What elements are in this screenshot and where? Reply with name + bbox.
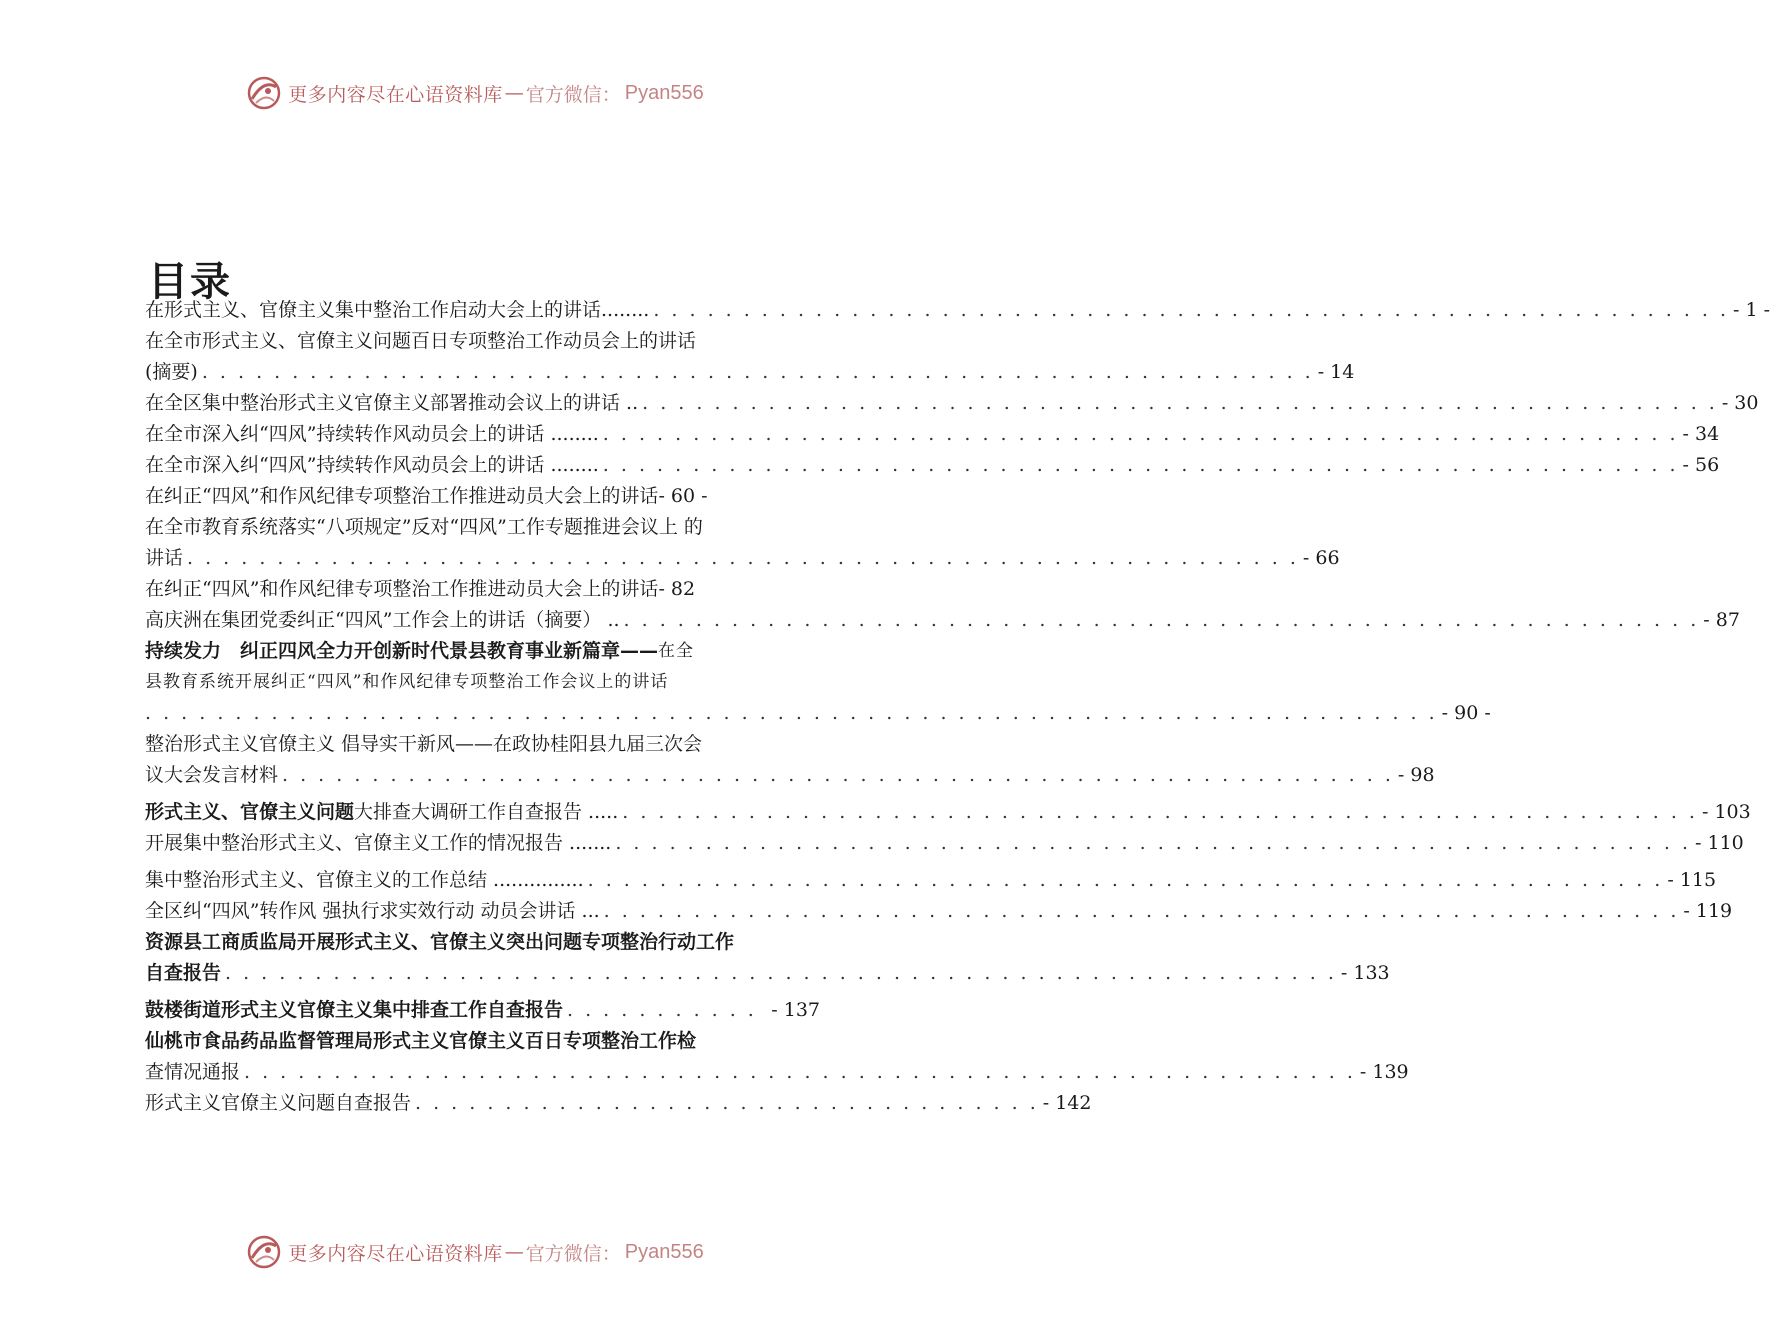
entry-page: - 87 xyxy=(1703,609,1740,631)
entry-page: - 139 xyxy=(1359,1061,1409,1083)
entry-page: - 133 xyxy=(1340,962,1390,984)
entry-page: - 14 xyxy=(1317,361,1355,383)
toc-entry-7[interactable] xyxy=(145,512,1340,574)
logo-icon xyxy=(246,1234,282,1270)
dot-leader: . . . . . . . . . . . xyxy=(567,999,757,1021)
dot-leader: . . . . . . . . . . . . . . . . . . . . . . . . . . . . . . . . . . . . . . . . . . . . . . . . . . . . . . . . . . . . xyxy=(602,423,1679,445)
toc-entry-8[interactable] xyxy=(145,574,820,605)
entry-title-cont: 县教育系统开展纠正“四风”和作风纪律专项整治工作会议上的讲话 xyxy=(145,672,669,692)
watermark-label: 官方微信： xyxy=(525,83,621,106)
toc-entry-17[interactable] xyxy=(145,995,820,1026)
toc-entry-13[interactable] xyxy=(145,828,1744,859)
entry-title-cont: 自查报告 xyxy=(145,962,222,984)
toc-entry-19[interactable] xyxy=(145,1088,1092,1119)
dot-leader: . . . . . . . . . . . . . . . . . . . . . . . . . . . . . . . . . . . . . . . . . . . . . . . . . . . . . . . . . . . . . . xyxy=(244,1061,1356,1083)
entry-title: 开展集中整治形式主义、官僚主义工作的情况报告 ....... xyxy=(145,832,612,854)
entry-title-cont: 查情况通报 xyxy=(145,1061,241,1083)
entry-title-bold: 形式主义、官僚主义问题 xyxy=(145,801,355,823)
entry-title-cont: 议大会发言材料 xyxy=(145,764,279,786)
dot-leader: . . . . . . . . . . . . . . . . . . . . . . . . . . . . . . . . . . . . . . . . . . . . . . . . . . . . . . . . . . . . xyxy=(603,900,1680,922)
entry-page: - 90 - xyxy=(1441,702,1491,724)
dot-leader: . . . . . . . . . . . . . . . . . . . . . . . . . . . . . . . . . . . . . . . . . . . . . . . . . . . . . . . . . . . . . . xyxy=(225,962,1337,984)
entry-page: - 98 xyxy=(1397,764,1435,786)
logo-icon xyxy=(246,75,282,111)
toc-entry-18[interactable] xyxy=(145,1026,1409,1088)
table-of-contents xyxy=(145,295,1770,1119)
dot-leader: . . . . . . . . . . . . . . . . . . . . . . . . . . . . . . . . . . . . . . . . . . . . . . . . . . . . . . . . . . . . . . xyxy=(282,764,1394,786)
entry-page: - 115 xyxy=(1667,869,1717,891)
entry-title: 大排查大调研工作自查报告 ..... xyxy=(354,801,619,823)
toc-entry-4[interactable] xyxy=(145,419,1720,450)
dot-leader: . . . . . . . . . . . . . . . . . . . . . . . . . . . . . . . . . . . xyxy=(415,1092,1039,1114)
entry-page: - 137 xyxy=(771,999,820,1021)
entry-page: - 103 xyxy=(1701,801,1751,823)
entry-page: - 66 xyxy=(1302,547,1340,569)
entry-title: 形式主义官僚主义问题自查报告 xyxy=(145,1092,412,1114)
toc-entry-5[interactable] xyxy=(145,450,1720,481)
dot-leader: . . . . . . . . . . . . . . . . . . . . . . . . . . . . . . . . . . . . . . . . . . . . . . . . . . . . . . . . . . . . . . xyxy=(187,547,1299,569)
entry-title: 集中整治形式主义、官僚主义的工作总结 ............... xyxy=(145,869,584,891)
entry-title: 在全 xyxy=(658,641,695,661)
dot-leader: . . . . . . . . . . . . . . . . . . . . . . . . . . . . . . . . . . . . . . . . . . . . . . . . . . . . . . . . . . . . . . xyxy=(201,361,1314,383)
entry-title-cont: 讲话 xyxy=(145,547,184,569)
watermark-main-text: 更多内容尽在心语资料库 xyxy=(288,1242,503,1265)
entry-title: 在全市形式主义、官僚主义问题百日专项整治工作动员会上的讲话 xyxy=(145,330,697,352)
entry-page: - 110 xyxy=(1695,832,1744,854)
toc-entry-11[interactable] xyxy=(145,729,1435,791)
toc-entry-10[interactable] xyxy=(145,636,1491,729)
entry-page: - 34 xyxy=(1682,423,1720,445)
entry-title: 在全区集中整治形式主义官僚主义部署推动会议上的讲话 .. xyxy=(145,392,639,414)
entry-title: 全区纠“四风”转作风 强执行求实效行动 动员会讲话 ... xyxy=(145,900,600,922)
entry-title: 在纠正“四风”和作风纪律专项整治工作推进动员大会上的讲话 xyxy=(145,485,659,507)
header-watermark xyxy=(0,73,950,113)
entry-title: 整治形式主义官僚主义 倡导实干新风——在政协桂阳县九届三次会 xyxy=(145,733,703,755)
entry-page: - 119 xyxy=(1683,900,1733,922)
entry-page: - 142 xyxy=(1042,1092,1092,1114)
watermark-wechat-id: Pyan556 xyxy=(624,81,704,104)
dot-leader: . . . . . . . . . . . . . . . . . . . . . . . . . . . . . . . . . . . . . . . . . . . . . . . . . . . . . . . . . . . . xyxy=(615,832,1692,854)
dot-leader: . . . . . . . . . . . . . . . . . . . . . . . . . . . . . . . . . . . . . . . . . . . . . . . . . . . . . . . . . . . . . . . . . . . . . . . . xyxy=(145,702,1438,724)
toc-entry-2[interactable] xyxy=(145,326,1355,388)
toc-title: 目录 xyxy=(148,259,232,305)
toc-entry-16[interactable] xyxy=(145,927,1390,989)
dot-leader: . . . . . . . . . . . . . . . . . . . . . . . . . . . . . . . . . . . . . . . . . . . . . . . . . . . . . . . . . . . . xyxy=(602,454,1679,476)
entry-page: - 60 - xyxy=(658,485,708,507)
dot-leader: . . . . . . . . . . . . . . . . . . . . . . . . . . . . . . . . . . . . . . . . . . . . . . . . . . . . . . . . . . . . xyxy=(587,869,1664,891)
entry-title: 在全市深入纠“四风”持续转作风动员会上的讲话 ........ xyxy=(145,423,599,445)
footer-watermark xyxy=(0,1232,950,1272)
entry-page: - 1 - xyxy=(1733,299,1770,321)
watermark-separator: — xyxy=(504,82,524,104)
watermark-separator: — xyxy=(504,1241,524,1263)
dot-leader: . . . . . . . . . . . . . . . . . . . . . . . . . . . . . . . . . . . . . . . . . . . . . . . . . . . . . . . . . . . . xyxy=(623,609,1700,631)
watermark-wechat-id: Pyan556 xyxy=(624,1240,704,1263)
entry-page: - 30 xyxy=(1721,392,1759,414)
entry-title-bold: 资源县工商质监局开展形式主义、官僚主义突出问题专项整治行动工作 xyxy=(145,931,735,953)
toc-entry-14[interactable] xyxy=(145,865,1717,896)
entry-title: 在纠正“四风”和作风纪律专项整治工作推进动员大会上的讲话 xyxy=(145,578,659,600)
watermark-label: 官方微信： xyxy=(525,1242,621,1265)
entry-title: 在全市深入纠“四风”持续转作风动员会上的讲话 ........ xyxy=(145,454,599,476)
entry-page: - 82 xyxy=(658,578,696,600)
entry-title: 高庆洲在集团党委纠正“四风”工作会上的讲话（摘要） .. xyxy=(145,609,620,631)
watermark-main-text: 更多内容尽在心语资料库 xyxy=(288,83,503,106)
entry-title-cont: (摘要) xyxy=(145,361,198,383)
dot-leader: . . . . . . . . . . . . . . . . . . . . . . . . . . . . . . . . . . . . . . . . . . . . . . . . . . . . . . . . . . . . xyxy=(653,299,1730,321)
entry-title-bold: 仙桃市食品药品监督管理局形式主义官僚主义百日专项整治工作检 xyxy=(145,1030,697,1052)
entry-title: 在全市教育系统落实“八项规定”反对“四风”工作专题推进会议上 的 xyxy=(145,516,703,538)
dot-leader: . . . . . . . . . . . . . . . . . . . . . . . . . . . . . . . . . . . . . . . . . . . . . . . . . . . . . . . . . . . . xyxy=(642,392,1718,414)
toc-entry-12[interactable] xyxy=(145,797,1751,828)
entry-title-bold: 持续发力 纠正四风全力开创新时代景县教育事业新篇章—— xyxy=(145,640,659,662)
toc-entry-6[interactable] xyxy=(145,481,820,512)
toc-entry-1[interactable] xyxy=(145,295,1770,326)
toc-entry-15[interactable] xyxy=(145,896,1733,927)
entry-title-bold: 鼓楼街道形式主义官僚主义集中排查工作自查报告 xyxy=(145,999,564,1021)
toc-entry-9[interactable] xyxy=(145,605,1740,636)
dot-leader: . . . . . . . . . . . . . . . . . . . . . . . . . . . . . . . . . . . . . . . . . . . . . . . . . . . . . . . . . . . . xyxy=(622,801,1698,823)
toc-entry-3[interactable] xyxy=(145,388,1759,419)
entry-title: 在形式主义、官僚主义集中整治工作启动大会上的讲话........ xyxy=(145,299,650,321)
entry-page: - 56 xyxy=(1682,454,1720,476)
